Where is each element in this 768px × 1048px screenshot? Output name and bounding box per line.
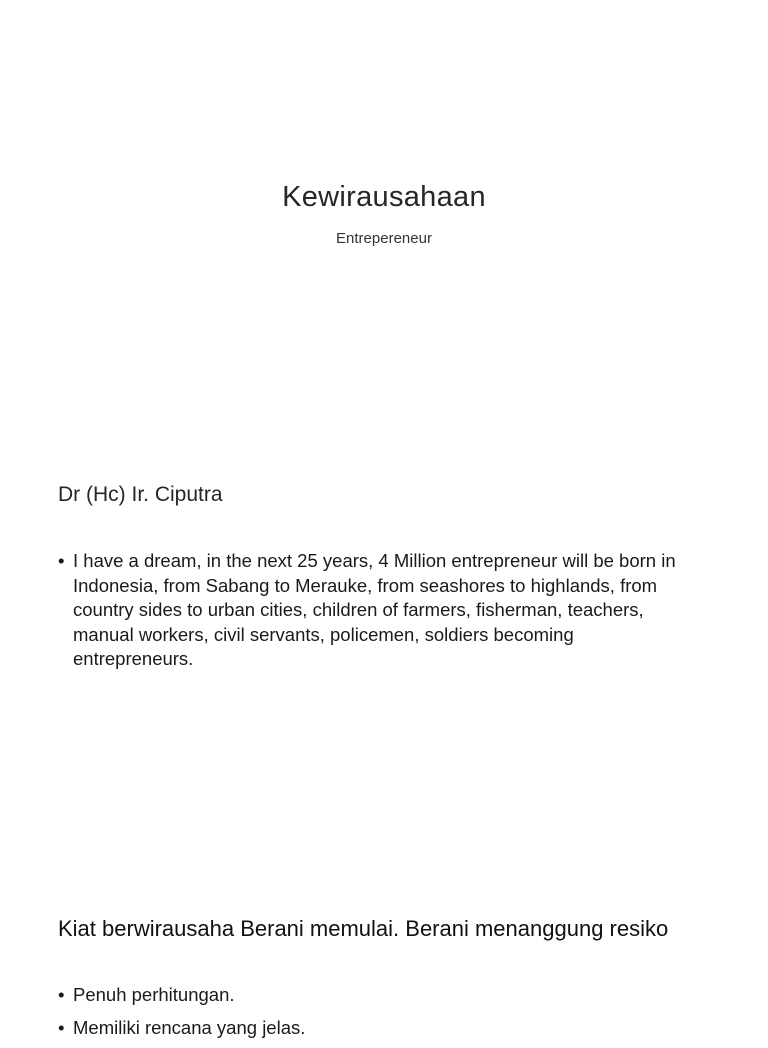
bullet-item <box>58 549 698 672</box>
bullet-text: I have a dream, in the next 25 years, 4 Million entrepreneur will be born in Indonesia, from Sabang to Merauke, from seashores to highlands, from country sides to urban cities, children of farmers, fisherman, teachers, manual workers, civil servants, policemen, soldiers becoming entrepreneurs. <box>73 550 676 669</box>
bullet-text: Memiliki rencana yang jelas. <box>73 1016 306 1038</box>
bullet-item <box>58 1016 698 1041</box>
slide-heading: Dr (Hc) Ir. Ciputra <box>58 483 223 506</box>
tips-slide <box>0 864 768 1038</box>
slide-title: Kewirausahaan <box>282 181 486 213</box>
slide-subtitle: Entrepereneur <box>336 230 432 247</box>
slide-heading: Kiat berwirausaha Berani memulai. Berani menanggung resiko <box>58 916 669 941</box>
quote-slide <box>0 432 768 864</box>
bullet-list <box>58 549 698 672</box>
bullet-item <box>58 983 698 1008</box>
title-slide <box>0 0 768 432</box>
bullet-icon: • <box>58 1016 65 1038</box>
bullet-icon: • <box>58 550 65 571</box>
bullet-list <box>58 983 698 1048</box>
bullet-text: Penuh perhitungan. <box>73 984 235 1005</box>
bullet-icon: • <box>58 984 65 1005</box>
